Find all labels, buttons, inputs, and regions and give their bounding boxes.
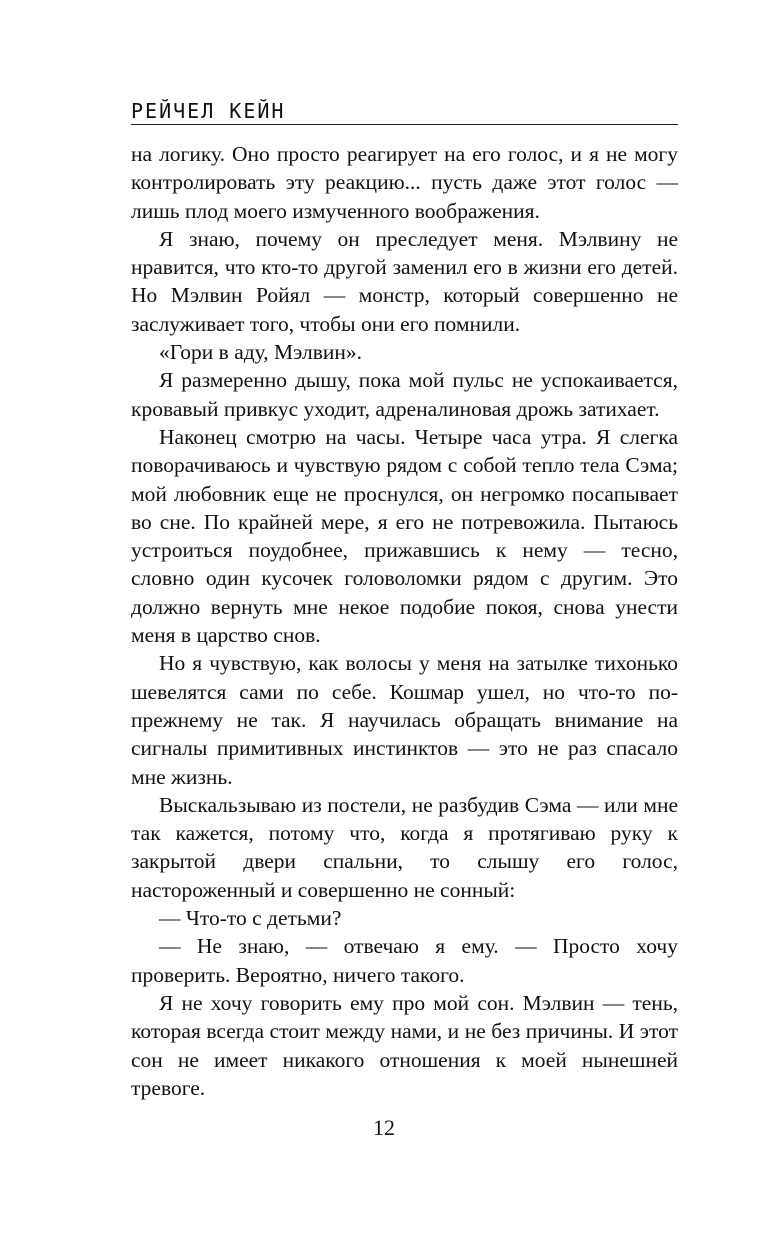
- dialogue-line: — Не знаю, — отвечаю я ему. — Просто хочу проверить. Вероятно, ничего такого.: [131, 934, 678, 987]
- paragraph: на логику. Оно просто реагирует на его голос, и я не могу контролировать эту реакцию... пусть даже этот голос — лишь плод моего измученного воображения.: [131, 142, 678, 223]
- paragraph: Но я чувствую, как волосы у меня на затылке тихонько шевелятся сами по себе. Кошмар ушел, но что-то по-прежнему не так. Я научилась обращать внимание на сигналы примитивных инстинктов — это не раз спасало мне жизнь.: [131, 651, 678, 789]
- author-name: РЕЙЧЕЛ КЕЙН: [131, 99, 286, 123]
- running-head: [131, 100, 678, 125]
- paragraph: Я знаю, почему он преследует меня. Мэлвину не нравится, что кто-то другой заменил его в жизни его детей. Но Мэлвин Ройял — монстр, который совершенно не заслуживает того, чтобы они его помнили.: [131, 226, 678, 336]
- body-text: [131, 140, 678, 1102]
- paragraph: Наконец смотрю на часы. Четыре часа утра. Я слегка поворачиваюсь и чувствую рядом с собой тепло тела Сэма; мой любовник еще не проснулся, он негромко посапывает во сне. По крайней мере, я его не потревожила. Пытаюсь устроиться поудобнее, прижавшись к нему — тесно, словно один кусочек головоломки рядом с другим. Это должно вернуть мне некое подобие покоя, снова унести меня в царство снов.: [131, 424, 678, 648]
- paragraph: Я размеренно дышу, пока мой пульс не успокаивается, кровавый привкус уходит, адреналиновая дрожь затихает.: [131, 368, 678, 421]
- paragraph: Выскальзываю из постели, не разбудив Сэма — или мне так кажется, потому что, когда я протягиваю руку к закрытой двери спальни, то слышу его голос, настороженный и совершенно не сонный:: [131, 792, 678, 902]
- page-number: 12: [373, 1115, 395, 1140]
- paragraph: Я не хочу говорить ему про мой сон. Мэлвин — тень, которая всегда стоит между нами, и не без причины. И этот сон не имеет никакого отношения к моей нынешней тревоге.: [131, 990, 678, 1100]
- dialogue-line: — Что-то с детьми?: [159, 906, 342, 931]
- paragraph: «Гори в аду, Мэлвин».: [159, 340, 363, 365]
